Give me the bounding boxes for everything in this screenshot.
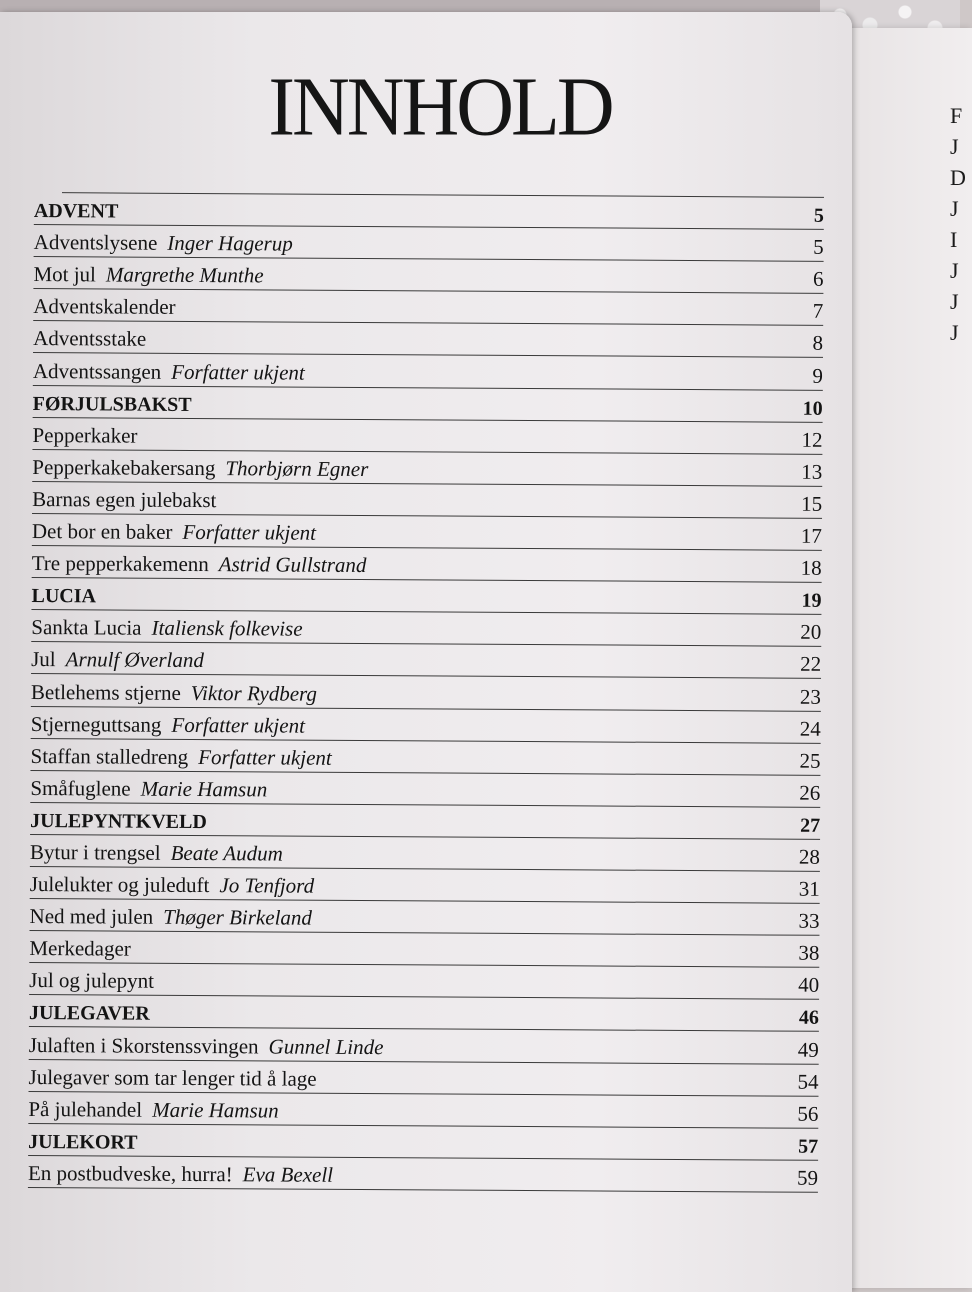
- entry-author: Arnulf Øverland: [65, 647, 204, 673]
- section-title: JULEKORT: [28, 1130, 138, 1154]
- toc-entry-text: [29, 968, 779, 998]
- toc-entry-text: [30, 840, 780, 870]
- page-number: 18: [800, 555, 822, 580]
- page-number: 25: [799, 748, 821, 773]
- adjacent-letter: J: [950, 196, 959, 221]
- adjacent-letter: I: [950, 227, 958, 252]
- entry-author: Astrid Gullstrand: [218, 552, 367, 578]
- page-number: 19: [801, 589, 822, 613]
- entry-title: Sankta Lucia: [31, 615, 142, 640]
- page-number: 9: [812, 363, 823, 388]
- page-number: 13: [801, 459, 823, 484]
- entry-title: Småfuglene: [30, 775, 131, 801]
- entry-title: En postbudveske, hurra!: [27, 1160, 233, 1187]
- toc-entry-row: [29, 1060, 819, 1097]
- toc-entry-text: [33, 393, 783, 421]
- entry-title: Pepperkaker: [32, 422, 138, 448]
- page-number: 22: [800, 652, 822, 677]
- toc-entry-row: [32, 418, 822, 455]
- page-number: 24: [799, 716, 821, 741]
- entry-author: Forfatter ukjent: [182, 519, 317, 545]
- entry-title: Barnas egen julebakst: [32, 486, 217, 513]
- toc-entry-text: [32, 551, 782, 581]
- entry-author: Italiensk folkevise: [151, 616, 303, 641]
- toc-entry-row: [33, 257, 823, 294]
- toc-entry-text: [30, 810, 780, 838]
- toc-entry-text: [29, 1065, 779, 1095]
- entry-title: Stjerneguttsang: [30, 711, 162, 737]
- entry-author: Eva Bexell: [242, 1162, 334, 1187]
- page-number: 23: [799, 684, 822, 709]
- page-number: 33: [798, 908, 820, 933]
- page-number: 20: [800, 620, 822, 645]
- page-number: 17: [800, 523, 822, 548]
- entry-author: Gunnel Linde: [268, 1033, 384, 1059]
- entry-title: Merkedager: [29, 936, 131, 961]
- toc-entry-row: [32, 514, 822, 551]
- toc-entry-row: [31, 642, 821, 679]
- toc-section-row: [33, 386, 823, 423]
- toc-section-row: [34, 193, 824, 230]
- toc-entry-row: [32, 546, 822, 583]
- toc-entry-text: [31, 712, 781, 742]
- toc-entry-row: [33, 289, 823, 326]
- toc-entry-text: [31, 647, 781, 677]
- page-number: 31: [798, 876, 820, 901]
- adjacent-letter: J: [950, 320, 959, 345]
- section-title: JULEGAVER: [28, 1002, 150, 1026]
- toc-entry-row: [34, 225, 824, 262]
- toc-entry-row: [29, 931, 819, 968]
- toc-entry-row: [31, 674, 821, 711]
- adjacent-letter: J: [950, 289, 959, 314]
- adjacent-letter: J: [950, 134, 959, 159]
- toc-entry-row: [30, 867, 820, 904]
- page-number: 26: [799, 780, 821, 805]
- toc-entry-row: [32, 450, 822, 487]
- entry-author: Margrethe Munthe: [105, 262, 264, 288]
- page-number: 15: [801, 491, 823, 516]
- toc-entry-text: [30, 744, 780, 774]
- page-number: 8: [812, 331, 824, 356]
- toc-entry-text: [33, 326, 783, 356]
- table-of-contents: [28, 192, 824, 1193]
- toc-entry-row: [28, 1156, 818, 1193]
- entry-title: Det bor en baker: [31, 519, 173, 544]
- page-number: 5: [813, 234, 824, 260]
- toc-entry-text: [31, 679, 781, 709]
- entry-title: På julehandel: [28, 1096, 143, 1122]
- toc-entry-row: [30, 771, 820, 808]
- entry-title: Adventslysene: [33, 230, 158, 255]
- toc-entry-text: [30, 872, 780, 902]
- toc-entry-row: [32, 482, 822, 519]
- entry-author: Beate Audum: [170, 840, 283, 866]
- toc-entry-row: [30, 835, 820, 872]
- section-title: LUCIA: [31, 585, 97, 608]
- page-number: 28: [798, 844, 821, 869]
- entry-author: Inger Hagerup: [167, 231, 293, 256]
- entry-author: Jo Tenfjord: [219, 873, 315, 898]
- toc-entry-row: [29, 899, 819, 936]
- entry-title: Julegaver som tar lenger tid å lage: [28, 1064, 317, 1091]
- section-title: ADVENT: [33, 200, 119, 223]
- page-number: 7: [812, 299, 824, 324]
- toc-entry-text: [28, 1131, 778, 1159]
- section-title: JULEPYNTKVELD: [30, 809, 207, 833]
- entry-title: Betlehems stjerne: [30, 679, 181, 705]
- page-number: 12: [801, 427, 823, 452]
- toc-entry-text: [33, 294, 783, 324]
- entry-author: Forfatter ukjent: [171, 712, 306, 738]
- adjacent-letter: J: [950, 258, 959, 283]
- toc-entry-text: [29, 936, 779, 966]
- toc-entry-row: [33, 353, 823, 390]
- entry-author: Thøger Birkeland: [163, 904, 313, 930]
- toc-entry-text: [30, 776, 780, 806]
- page-number: 6: [812, 267, 824, 292]
- toc-entry-row: [29, 963, 819, 1000]
- page-number: 57: [798, 1135, 819, 1158]
- entry-title: Pepperkakebakersang: [32, 454, 216, 480]
- entry-title: Tre pepperkakemenn: [31, 551, 209, 577]
- adjacent-page-letters: [950, 100, 970, 348]
- entry-title: Adventsstake: [33, 326, 147, 352]
- toc-entry-text: [33, 262, 783, 292]
- adjacent-letter: F: [950, 103, 963, 128]
- entry-title: Mot jul: [33, 262, 97, 287]
- page-number: 38: [798, 940, 820, 966]
- entry-title: Jul og julepynt: [29, 968, 155, 994]
- page-number: 10: [802, 397, 823, 420]
- entry-author: Forfatter ukjent: [171, 359, 305, 385]
- entry-author: Marie Hamsun: [140, 776, 268, 802]
- toc-entry-text: [32, 487, 782, 517]
- page-number: 40: [798, 973, 820, 998]
- toc-entry-text: [34, 230, 784, 260]
- toc-entry-text: [29, 1002, 779, 1030]
- toc-entry-row: [31, 706, 821, 743]
- entry-title: Bytur i trengsel: [29, 839, 161, 865]
- page-title: INNHOLD: [268, 60, 612, 154]
- entry-author: Marie Hamsun: [152, 1097, 279, 1123]
- page-number: 56: [797, 1101, 819, 1126]
- toc-entry-text: [29, 904, 779, 934]
- toc-entry-row: [28, 1092, 818, 1129]
- toc-section-row: [31, 578, 821, 615]
- entry-title: Julaften i Skorstenssvingen: [28, 1032, 259, 1058]
- section-title: FØRJULSBAKST: [32, 392, 192, 416]
- page-number: 49: [797, 1037, 819, 1062]
- toc-entry-text: [33, 359, 783, 389]
- toc-entry-text: [34, 200, 784, 228]
- toc-entry-text: [32, 519, 782, 549]
- page-number: 54: [797, 1069, 819, 1094]
- entry-title: Julelukter og juleduft: [29, 872, 210, 898]
- page-number: 27: [800, 814, 821, 837]
- entry-author: Thorbjørn Egner: [225, 456, 369, 481]
- entry-title: Adventssangen: [32, 358, 162, 384]
- entry-title: Ned med julen: [29, 904, 154, 929]
- page-number: 59: [796, 1165, 819, 1190]
- toc-entry-text: [31, 615, 781, 645]
- page-number: 5: [813, 204, 824, 227]
- toc-entry-text: [29, 1033, 779, 1063]
- entry-title: Staffan stalledreng: [30, 743, 189, 769]
- toc-entry-text: [32, 423, 782, 453]
- toc-entry-text: [31, 585, 781, 613]
- entry-title: Adventskalender: [33, 294, 176, 320]
- toc-entry-text: [28, 1161, 778, 1191]
- entry-title: Jul: [31, 647, 56, 672]
- toc-section-row: [30, 803, 820, 840]
- toc-entry-row: [33, 321, 823, 358]
- entry-author: Viktor Rydberg: [190, 680, 318, 706]
- toc-entry-row: [29, 1027, 819, 1064]
- entry-author: Forfatter ukjent: [198, 744, 332, 770]
- toc-entry-row: [31, 610, 821, 647]
- toc-entry-text: [32, 455, 782, 485]
- adjacent-letter: D: [950, 165, 966, 190]
- toc-entry-text: [28, 1097, 778, 1127]
- toc-section-row: [29, 995, 819, 1032]
- toc-entry-row: [30, 739, 820, 776]
- page-number: 46: [798, 1007, 820, 1030]
- toc-section-row: [28, 1124, 818, 1161]
